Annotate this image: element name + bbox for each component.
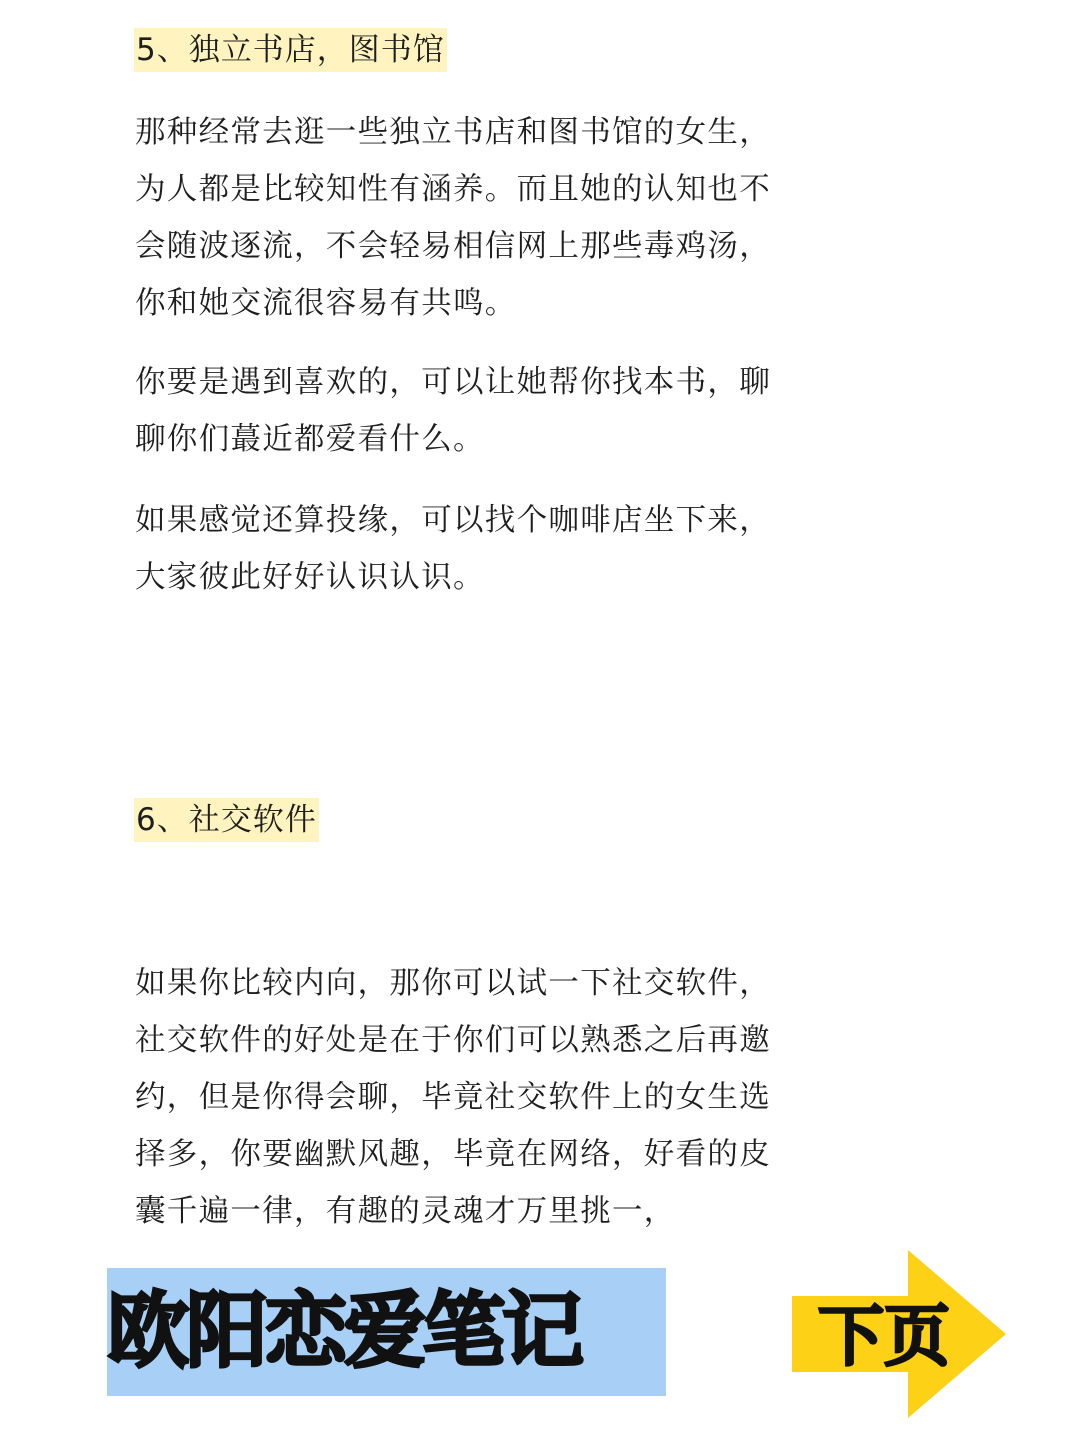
- text-line: 社交软件的好处是在于你们可以熟悉之后再邀: [135, 1023, 771, 1058]
- text-line: 择多，你要幽默风趣，毕竟在网络，好看的皮: [135, 1137, 771, 1172]
- brand-title: 欧阳恋爱笔记: [107, 1284, 582, 1379]
- text-line: 大家彼此好好认识认识。: [135, 560, 485, 595]
- text-line: 聊你们蕞近都爱看什么。: [135, 422, 485, 457]
- text-line: 囊千遍一律，有趣的灵魂才万里挑一，: [135, 1194, 676, 1229]
- paragraph: [135, 354, 835, 468]
- text-line: 你要是遇到喜欢的，可以让她帮你找本书，聊: [135, 365, 771, 400]
- text-line: 为人都是比较知性有涵养。而且她的认知也不: [135, 172, 771, 207]
- paragraph: [135, 492, 835, 606]
- section-heading: 6、社交软件: [134, 798, 319, 842]
- next-page-button[interactable]: 下页: [818, 1298, 950, 1375]
- text-line: 约，但是你得会聊，毕竟社交软件上的女生选: [135, 1080, 771, 1115]
- text-line: 如果感觉还算投缘，可以找个咖啡店坐下来，: [135, 503, 771, 538]
- brand-banner: [107, 1268, 666, 1396]
- paragraph: [135, 104, 835, 332]
- text-line: 如果你比较内向，那你可以试一下社交软件，: [135, 966, 771, 1001]
- text-line: 会随波逐流，不会轻易相信网上那些毒鸡汤，: [135, 229, 771, 264]
- text-line: 那种经常去逛一些独立书店和图书馆的女生，: [135, 115, 771, 150]
- paragraph: [135, 955, 835, 1240]
- text-line: 你和她交流很容易有共鸣。: [135, 286, 517, 321]
- section-heading: 5、独立书店，图书馆: [134, 28, 447, 72]
